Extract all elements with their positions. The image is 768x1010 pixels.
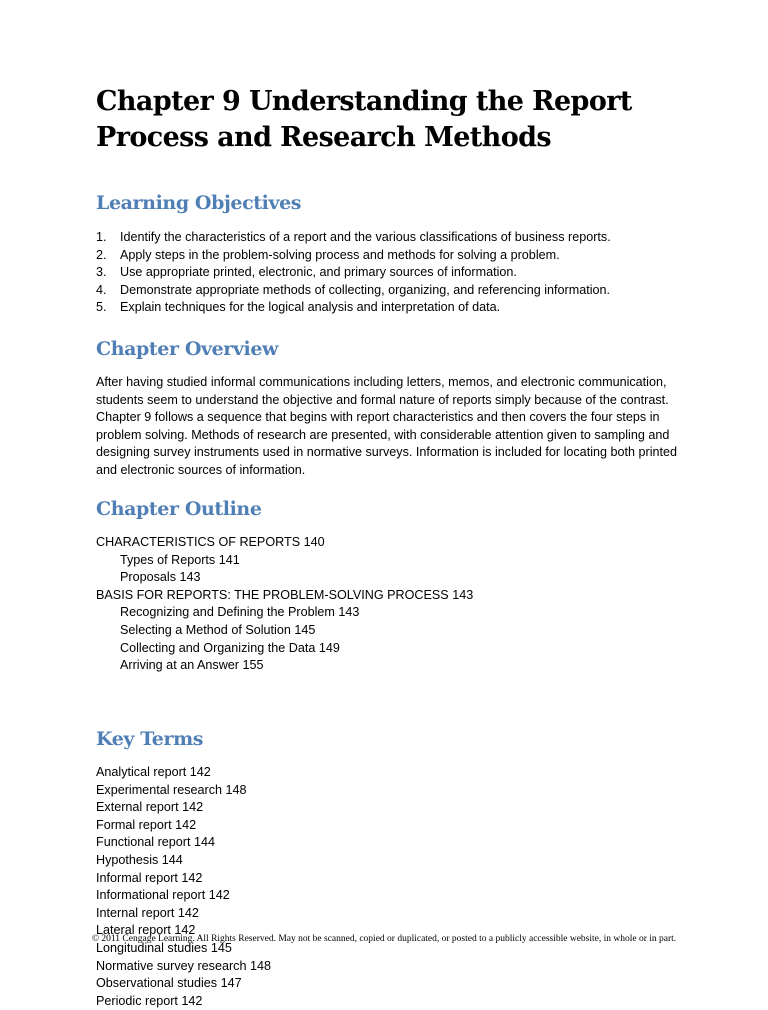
key-terms-heading: Key Terms [96, 728, 204, 750]
key-term: Informational report 142 [96, 888, 230, 903]
item-number: 4. [96, 282, 107, 297]
outline-item: BASIS FOR REPORTS: THE PROBLEM-SOLVING PROCESS 143 [96, 587, 474, 602]
outline-list [96, 534, 473, 675]
objectives-heading: Learning Objectives [96, 192, 302, 214]
key-term: Functional report 144 [96, 835, 216, 850]
item-text: Apply steps in the problem-solving process and methods for solving a problem. [120, 247, 560, 262]
key-term: Hypothesis 144 [96, 852, 183, 867]
key-term: Normative survey research 148 [96, 958, 271, 973]
key-term: Observational studies 147 [96, 976, 242, 991]
overview-heading: Chapter Overview [96, 338, 279, 360]
objective-item [96, 247, 611, 265]
outline-item: Collecting and Organizing the Data 149 [120, 640, 340, 655]
outline-item: Arriving at an Answer 155 [120, 658, 264, 673]
item-number: 2. [96, 247, 107, 262]
key-term: Internal report 142 [96, 905, 199, 920]
item-text: Explain techniques for the logical analysis and interpretation of data. [120, 300, 501, 315]
outline-item: Recognizing and Defining the Problem 143 [120, 605, 360, 620]
objective-item [96, 299, 611, 317]
outline-item: Proposals 143 [120, 570, 201, 585]
outline-item: CHARACTERISTICS OF REPORTS 140 [96, 535, 325, 549]
outline-heading: Chapter Outline [96, 498, 262, 520]
item-text: Demonstrate appropriate methods of collecting, organizing, and referencing information. [120, 282, 611, 297]
item-number: 1. [96, 230, 107, 244]
overview-paragraph: After having studied informal communications including letters, memos, and electronic communication, students seem to understand the objective and formal nature of reports simply because of the contrast. Chapter 9 follows a sequence that begins with report characteristics and then covers the four steps in problem solving. Methods of research are presented, with considerable attention given to sampling and designing survey instruments used in normative surveys. Information is included for locating both printed and electronic sources of information. [96, 375, 678, 477]
key-term: Experimental research 148 [96, 782, 247, 797]
item-number: 5. [96, 300, 107, 315]
key-term: Periodic report 142 [96, 993, 203, 1008]
objective-item [96, 264, 611, 282]
outline-item: Selecting a Method of Solution 145 [120, 622, 316, 637]
copyright-footer: © 2011 Cengage Learning. All Rights Reserved. May not be scanned, copied or duplicated, or posted to a publicly accessible website, in whole or in part. [91, 934, 677, 944]
objective-item [96, 282, 611, 300]
outline-item: Types of Reports 141 [120, 552, 240, 567]
key-term: Longitudinal studies 145 [96, 940, 232, 955]
item-text: Use appropriate printed, electronic, and primary sources of information. [120, 265, 517, 280]
key-term: Informal report 142 [96, 870, 203, 885]
objective-item [96, 229, 611, 247]
objectives-list [96, 229, 611, 317]
chapter-title: Chapter 9 Understanding the Report Process and Research Methods [96, 86, 632, 153]
item-number: 3. [96, 265, 107, 280]
key-term: Analytical report 142 [96, 765, 211, 779]
key-terms-list [96, 764, 271, 1010]
key-term: Lateral report 142 [96, 923, 196, 938]
key-term: External report 142 [96, 800, 204, 815]
item-text: Identify the characteristics of a report and the various classifications of business reports. [120, 230, 611, 244]
key-term: Formal report 142 [96, 817, 197, 832]
